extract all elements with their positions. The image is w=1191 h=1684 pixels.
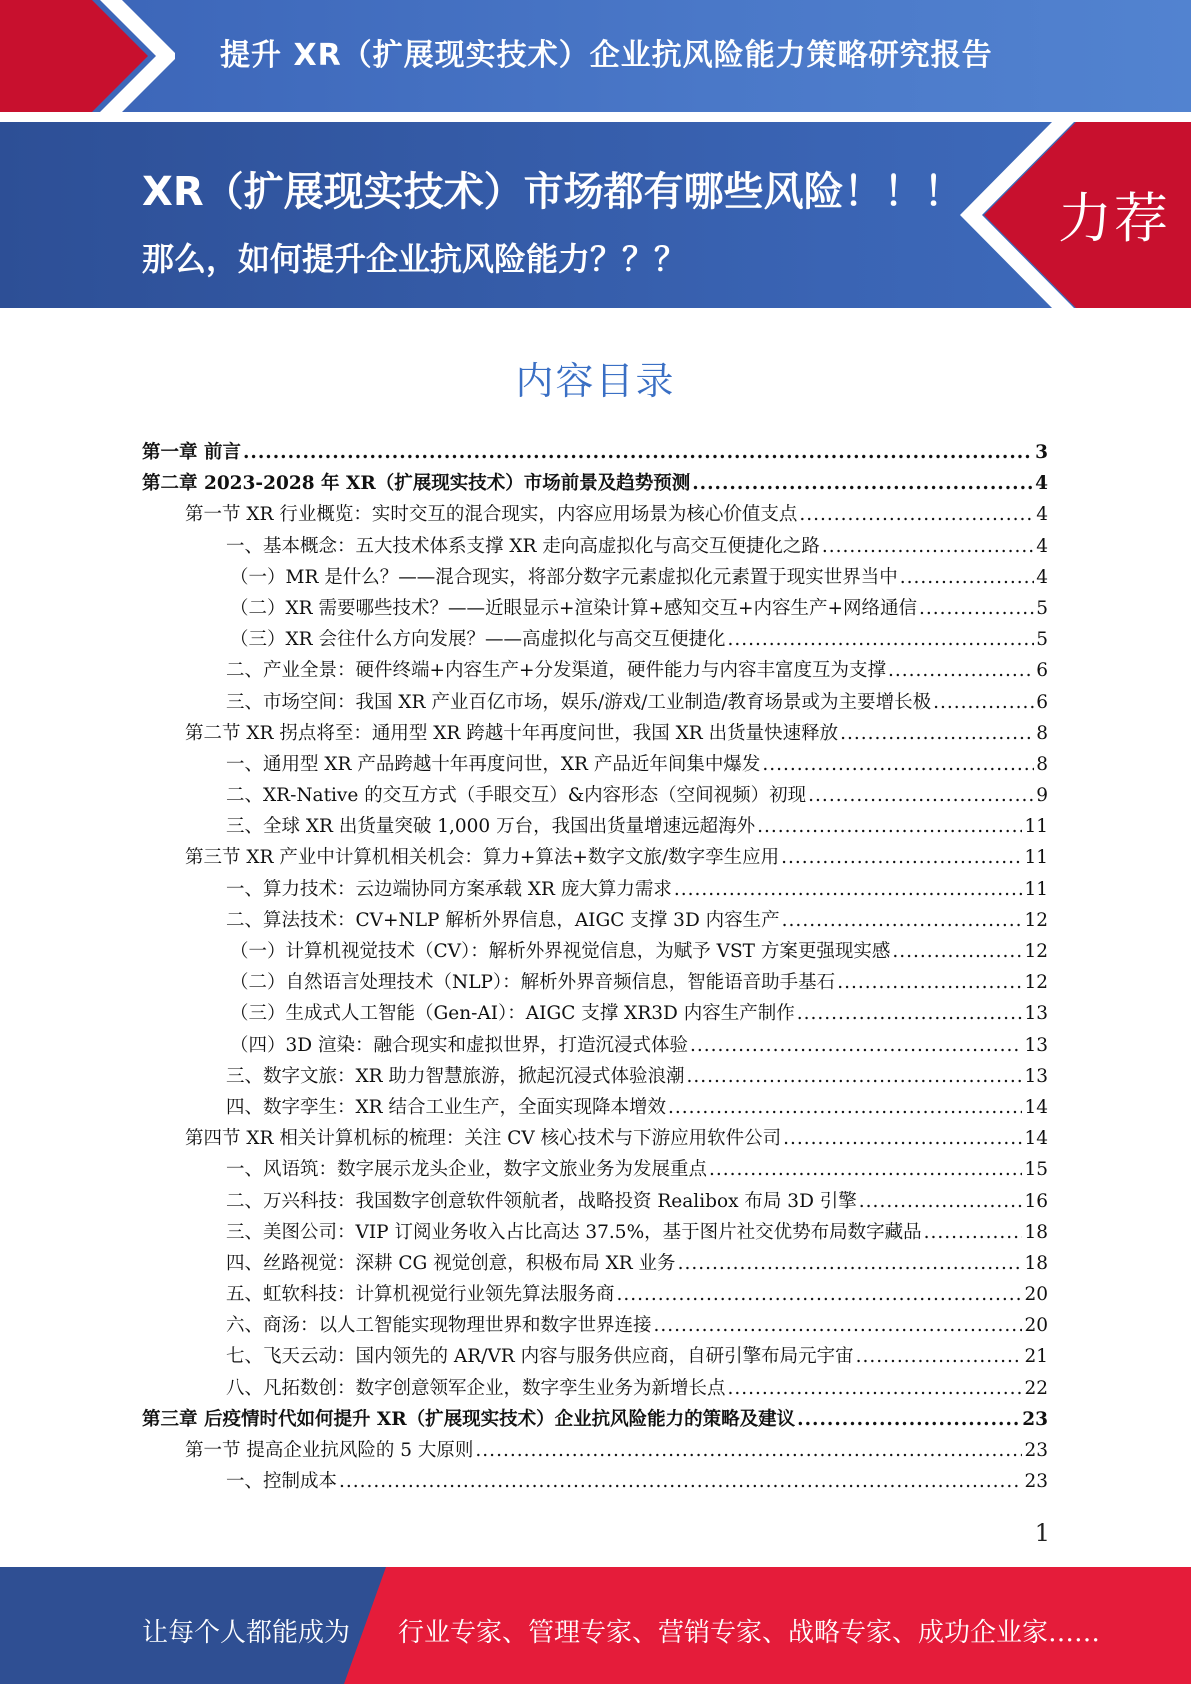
toc-entry-text: 三、美图公司：VIP 订阅业务收入占比高达 37.5%，基于图片社交优势布局数字藏品 [226, 1221, 922, 1243]
toc-entry[interactable] [142, 1404, 1048, 1435]
toc-entry-page: 18 [1024, 1221, 1048, 1243]
toc-leader [674, 874, 1023, 905]
toc-entry-text: （三）XR 会往什么方向发展？——高虚拟化与高交互便捷化 [230, 629, 726, 651]
toc-entry[interactable] [142, 1154, 1048, 1185]
toc-entry[interactable] [142, 936, 1048, 967]
toc-entry[interactable] [142, 811, 1048, 842]
toc-leader [933, 687, 1034, 718]
toc-entry-text: 第三节 XR 产业中计算机相关机会：算力+算法+数字文旅/数字孪生应用 [185, 847, 780, 869]
toc-leader [783, 1123, 1022, 1154]
toc-entry-page: 4 [1035, 473, 1048, 495]
toc-leader [822, 531, 1034, 562]
toc-entry-text: 二、算法技术：CV+NLP 解析外界信息，AIGC 支撑 3D 内容生产 [226, 909, 780, 931]
hero-headline: XR（扩展现实技术）市场都有哪些风险！！！ [142, 169, 964, 215]
toc-leader [692, 468, 1033, 499]
toc-entry-page: 13 [1024, 1034, 1048, 1056]
toc-leader [837, 967, 1022, 998]
toc-entry-page: 11 [1024, 816, 1048, 838]
toc-entry-text: （一）MR 是什么？——混合现实，将部分数字元素虚拟化元素置于现实世界当中 [230, 566, 898, 588]
toc-leader [924, 1217, 1023, 1248]
toc-entry-text: 第一章 前言 [142, 442, 241, 463]
report-title: 提升 XR（扩展现实技术）企业抗风险能力策略研究报告 [220, 38, 993, 73]
toc-entry[interactable] [142, 1248, 1048, 1279]
toc-entry[interactable] [142, 874, 1048, 905]
toc-leader [781, 842, 1022, 873]
toc-entry-page: 11 [1024, 878, 1048, 900]
toc-entry-text: 第一节 XR 行业概览：实时交互的混合现实，内容应用场景为核心价值支点 [185, 504, 798, 526]
toc-entry[interactable] [142, 1279, 1048, 1310]
toc-leader [797, 1404, 1020, 1435]
toc-entry-page: 23 [1024, 1471, 1048, 1493]
toc-entry-text: 三、全球 XR 出货量突破 1,000 万台，我国出货量增速远超海外 [226, 816, 756, 838]
toc-entry-page: 23 [1022, 1408, 1048, 1430]
toc-entry-page: 12 [1024, 909, 1048, 931]
toc-entry[interactable] [142, 437, 1048, 468]
toc-leader [617, 1279, 1023, 1310]
toc-leader [654, 1310, 1023, 1341]
toc-entry[interactable] [142, 531, 1048, 562]
toc-entry-text: 八、凡拓数创：数字创意领军企业，数字孪生业务为新增长点 [226, 1377, 726, 1399]
toc-entry[interactable] [142, 1030, 1048, 1061]
toc-leader [668, 1092, 1022, 1123]
hero-subheadline: 那么，如何提升企业抗风险能力？？？ [142, 240, 687, 278]
toc-entry[interactable] [142, 1466, 1048, 1497]
toc-leader [799, 499, 1034, 530]
toc-leader [678, 1248, 1023, 1279]
toc-entry[interactable] [142, 687, 1048, 718]
toc-entry[interactable] [142, 1435, 1048, 1466]
toc-entry[interactable] [142, 998, 1048, 1029]
toc-leader [840, 718, 1034, 749]
toc-entry-text: 二、XR-Native 的交互方式（手眼交互）&内容形态（空间视频）初现 [226, 785, 807, 807]
toc-entry-text: 一、基本概念：五大技术体系支撑 XR 走向高虚拟化与高交互便捷化之路 [226, 535, 820, 557]
toc-leader [686, 1061, 1022, 1092]
toc-leader [919, 593, 1034, 624]
toc-entry-page: 23 [1024, 1440, 1048, 1461]
toc-entry-page: 14 [1024, 1096, 1048, 1118]
toc-entry[interactable] [142, 780, 1048, 811]
toc-entry-text: 六、商汤：以人工智能实现物理世界和数字世界连接 [226, 1315, 652, 1337]
toc-leader [762, 749, 1034, 780]
toc-entry-page: 14 [1024, 1128, 1048, 1150]
toc-entry-text: 第二节 XR 拐点将至：通用型 XR 跨越十年再度问世，我国 XR 出货量快速释放 [185, 722, 839, 744]
toc-leader [900, 562, 1034, 593]
toc-entry-page: 4 [1036, 535, 1048, 557]
table-of-contents [142, 437, 1048, 1497]
toc-entry-text: 五、虹软科技：计算机视觉行业领先算法服务商 [226, 1284, 615, 1306]
toc-entry-page: 21 [1024, 1346, 1048, 1368]
toc-entry-page: 12 [1024, 941, 1048, 962]
toc-entry-text: 三、数字文旅：XR 助力智慧旅游，掀起沉浸式体验浪潮 [226, 1065, 685, 1087]
toc-leader [782, 905, 1023, 936]
toc-leader [243, 437, 1033, 468]
toc-entry-text: 一、算力技术：云边端协同方案承载 XR 庞大算力需求 [226, 878, 672, 900]
toc-leader [475, 1435, 1022, 1466]
toc-entry-page: 6 [1036, 691, 1048, 713]
toc-entry-page: 4 [1036, 504, 1048, 526]
toc-leader [690, 1030, 1022, 1061]
toc-entry-page: 22 [1024, 1377, 1048, 1399]
toc-entry-text: （一）计算机视觉技术（CV）：解析外界视觉信息，为赋予 VST 方案更强现实感 [230, 941, 891, 962]
toc-entry[interactable] [142, 749, 1048, 780]
toc-leader [859, 1186, 1023, 1217]
toc-entry-page: 5 [1036, 629, 1048, 651]
toc-entry-text: 第二章 2023-2028 年 XR（扩展现实技术）市场前景及趋势预测 [142, 473, 691, 495]
toc-entry-text: 第四节 XR 相关计算机标的梳理：关注 CV 核心技术与下游应用软件公司 [185, 1128, 782, 1150]
toc-entry-page: 9 [1036, 785, 1048, 807]
toc-entry[interactable] [142, 655, 1048, 686]
toc-leader [892, 936, 1022, 967]
toc-entry-page: 15 [1024, 1159, 1048, 1181]
toc-leader [727, 624, 1034, 655]
toc-entry[interactable] [142, 1186, 1048, 1217]
toc-entry-text: （三）生成式人工智能（Gen-AI）：AIGC 支撑 XR3D 内容生产制作 [230, 1003, 795, 1025]
toc-entry-text: 三、市场空间：我国 XR 产业百亿市场，娱乐/游戏/工业制造/教育场景或为主要增长极 [226, 691, 932, 713]
toc-leader [808, 780, 1034, 811]
toc-entry-text: 一、风语筑：数字展示龙头企业，数字文旅业务为发展重点 [226, 1159, 708, 1181]
toc-entry-text: 一、通用型 XR 产品跨越十年再度问世，XR 产品近年间集中爆发 [226, 753, 761, 775]
toc-entry[interactable] [142, 562, 1048, 593]
toc-entry-page: 3 [1035, 442, 1048, 463]
toc-entry[interactable] [142, 905, 1048, 936]
page-number: 1 [1034, 1519, 1050, 1547]
toc-entry-text: 四、数字孪生：XR 结合工业生产，全面实现降本增效 [226, 1096, 666, 1118]
toc-entry[interactable] [142, 499, 1048, 530]
toc-entry[interactable] [142, 1123, 1048, 1154]
toc-entry[interactable] [142, 1373, 1048, 1404]
toc-entry-text: 一、控制成本 [226, 1471, 338, 1493]
toc-leader [709, 1154, 1022, 1185]
toc-leader [728, 1373, 1023, 1404]
toc-entry-text: （二）XR 需要哪些技术？——近眼显示+渲染计算+感知交互+内容生产+网络通信 [230, 597, 917, 619]
toc-entry[interactable] [142, 718, 1048, 749]
toc-entry[interactable] [142, 1310, 1048, 1341]
toc-entry-page: 16 [1024, 1190, 1048, 1212]
toc-entry-page: 8 [1036, 722, 1048, 744]
toc-entry[interactable] [142, 842, 1048, 873]
toc-leader [888, 655, 1034, 686]
toc-entry-text: 二、产业全景：硬件终端+内容生产+分发渠道，硬件能力与内容丰富度互为支撑 [226, 660, 887, 682]
toc-entry-page: 20 [1024, 1284, 1048, 1306]
toc-leader [757, 811, 1022, 842]
footer-slogan-left: 让每个人都能成为 [142, 1618, 351, 1648]
toc-entry-text: 二、万兴科技：我国数字创意软件领航者，战略投资 Realibox 布局 3D 引擎 [226, 1190, 857, 1212]
toc-entry[interactable] [142, 624, 1048, 655]
toc-entry-text: （二）自然语言处理技术（NLP）：解析外界音频信息，智能语音助手基石 [230, 972, 836, 994]
toc-entry-page: 4 [1036, 566, 1048, 588]
toc-entry[interactable] [142, 967, 1048, 998]
toc-entry-text: 第三章 后疫情时代如何提升 XR（扩展现实技术）企业抗风险能力的策略及建议 [142, 1408, 796, 1430]
toc-entry-page: 18 [1024, 1252, 1048, 1274]
toc-leader [797, 998, 1023, 1029]
toc-entry-page: 13 [1024, 1003, 1048, 1025]
toc-entry[interactable] [142, 1061, 1048, 1092]
toc-entry-text: 四、丝路视觉：深耕 CG 视觉创意，积极布局 XR 业务 [226, 1252, 676, 1274]
toc-entry-text: 七、飞天云动：国内领先的 AR/VR 内容与服务供应商，自研引擎布局元宇宙 [226, 1346, 854, 1368]
toc-entry-text: （四）3D 渲染：融合现实和虚拟世界，打造沉浸式体验 [230, 1034, 688, 1056]
toc-leader [856, 1341, 1023, 1372]
toc-entry[interactable] [142, 1217, 1048, 1248]
toc-entry-page: 8 [1036, 753, 1048, 775]
toc-entry-page: 12 [1024, 972, 1048, 994]
toc-entry-page: 11 [1024, 847, 1048, 869]
toc-entry[interactable] [142, 593, 1048, 624]
toc-entry-page: 20 [1024, 1315, 1048, 1337]
toc-entry-page: 5 [1036, 597, 1048, 619]
divider [0, 112, 1191, 122]
footer-slogan-right: 行业专家、管理专家、营销专家、战略专家、成功企业家…… [398, 1618, 1101, 1648]
toc-leader [339, 1466, 1022, 1497]
toc-entry-text: 第一节 提高企业抗风险的 5 大原则 [185, 1440, 474, 1461]
toc-entry[interactable] [142, 1092, 1048, 1123]
toc-entry[interactable] [142, 1341, 1048, 1372]
recommend-badge: 力荐 [1058, 187, 1170, 250]
toc-entry-page: 6 [1036, 660, 1048, 682]
toc-title: 内容目录 [515, 359, 676, 403]
toc-entry[interactable] [142, 468, 1048, 499]
toc-entry-page: 13 [1024, 1065, 1048, 1087]
